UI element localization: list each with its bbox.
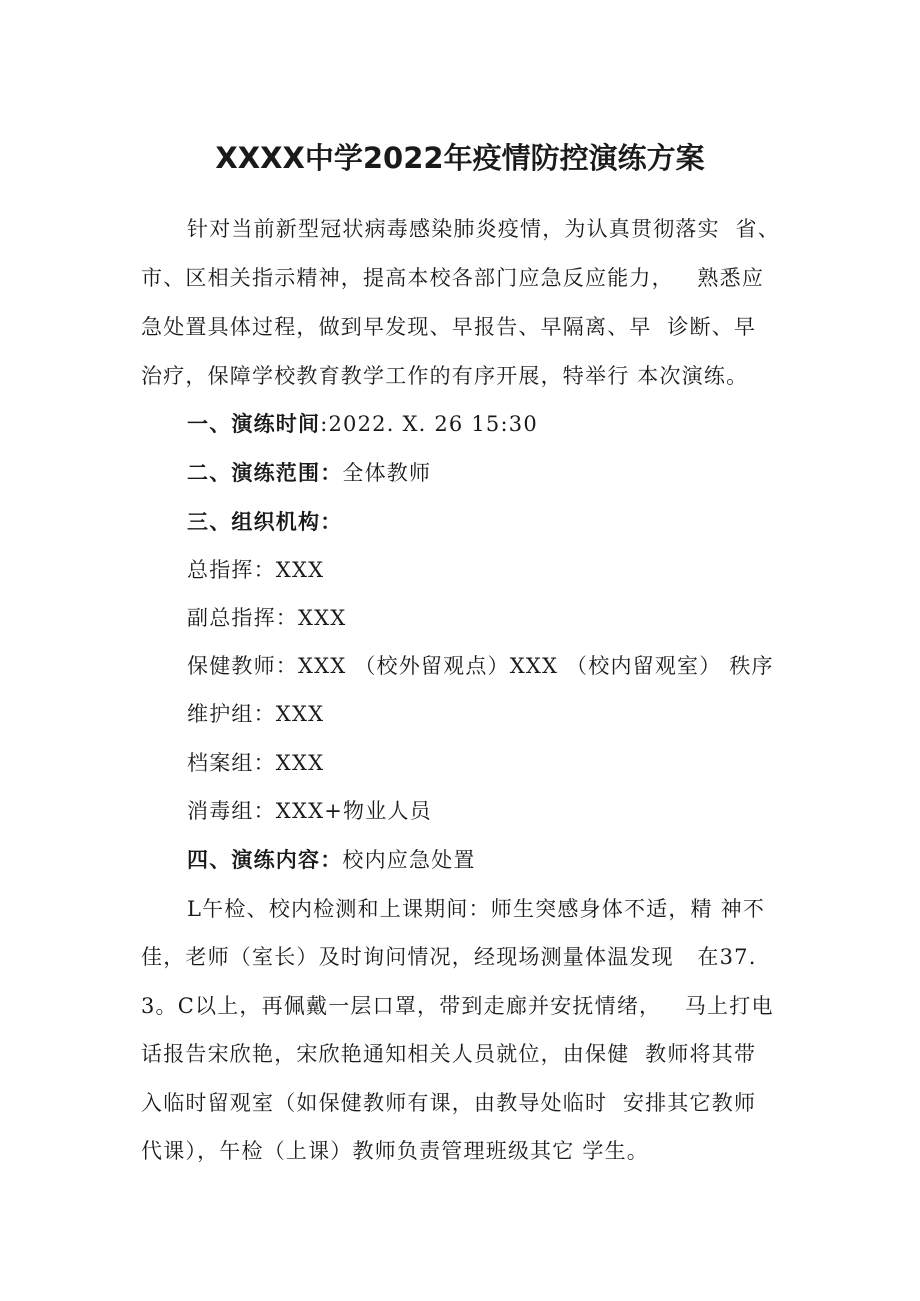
- section-drill-scope: [187, 458, 431, 488]
- org-line-6: 消毒组：XXX+物业人员: [187, 799, 432, 823]
- section-drill-scope-label: 二、演练范围：: [187, 461, 343, 485]
- intro-line-2: 市、区相关指示精神，提高本校各部门应急反应能力， 熟悉应: [141, 266, 765, 290]
- content-line-2: 佳，老师（室长）及时询问情况，经现场测量体温发现 在37.: [141, 945, 757, 969]
- org-line-2: 副总指挥：XXX: [187, 606, 347, 630]
- section-drill-content-value: 校内应急处置: [342, 848, 476, 872]
- content-line-3: 3。C以上，再佩戴一层口罩，带到走廊并安抚情绪， 马上打电: [141, 994, 774, 1018]
- document-title: XXXX中学2022年疫情防控演练方案: [215, 141, 705, 175]
- content-line-6: 代课），午检（上课）教师负责管理班级其它 学生。: [141, 1139, 649, 1163]
- intro-line-3: 急处置具体过程，做到早发现、早报告、早隔离、早 诊断、早: [141, 315, 757, 339]
- intro-line-1: 针对当前新型冠状病毒感染肺炎疫情，为认真贯彻落实 省、: [187, 217, 780, 241]
- intro-line-4: 治疗，保障学校教育教学工作的有序开展，特举行 本次演练。: [141, 364, 749, 388]
- content-line-1: L午检、校内检测和上课期间：师生突感身体不适，精 神不: [187, 897, 766, 921]
- section-drill-content: [187, 845, 476, 875]
- section-drill-time: [187, 409, 538, 439]
- section-organization: 三、组织机构：: [187, 510, 343, 534]
- org-line-5: 档案组：XXX: [187, 751, 325, 775]
- org-line-3: 保健教师：XXX （校外留观点）XXX （校内留观室） 秩序: [187, 654, 774, 678]
- content-line-5: 入临时留观室（如保健教师有课，由教导处临时 安排其它教师: [141, 1091, 757, 1115]
- section-drill-time-label: 一、演练时间: [187, 412, 321, 436]
- org-line-1: 总指挥：XXX: [187, 558, 325, 582]
- section-drill-time-value: :2022. X. 26 15:30: [320, 412, 538, 436]
- section-drill-scope-value: 全体教师: [342, 461, 432, 485]
- content-line-4: 话报告宋欣艳，宋欣艳通知相关人员就位，由保健 教师将其带: [141, 1042, 757, 1066]
- org-line-4: 维护组：XXX: [187, 702, 325, 726]
- section-drill-content-label: 四、演练内容：: [187, 848, 343, 872]
